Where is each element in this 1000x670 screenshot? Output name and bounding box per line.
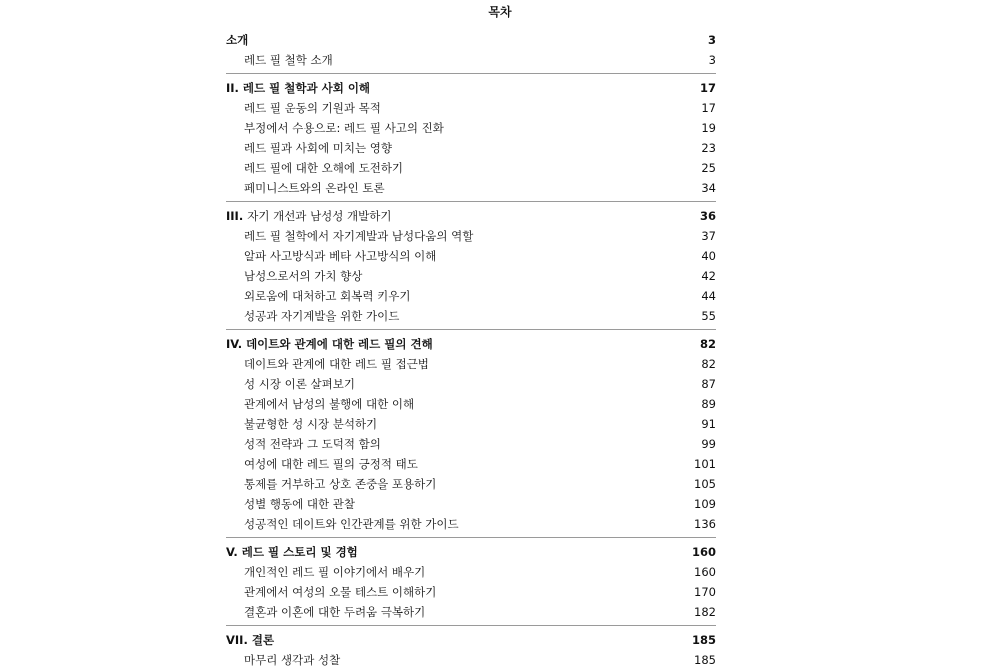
toc-section [226,78,716,202]
toc-entry-title: 레드 필과 사회에 미치는 영향 [244,141,392,155]
toc-entry-page: 182 [694,605,716,619]
toc-entry[interactable] [226,98,716,118]
toc-entry-page: 19 [701,121,716,135]
toc-entry-page: 42 [701,269,716,283]
toc-section-title-text: 자기 개선과 남성성 개발하기 [247,209,392,223]
toc-entry-title: 여성에 대한 레드 필의 긍정적 태도 [244,457,418,471]
toc-entry[interactable] [226,138,716,158]
toc-section-page: 160 [691,545,716,559]
toc-entry-title: 관계에서 여성의 오물 테스트 이해하기 [244,585,437,599]
toc-entry[interactable] [226,158,716,178]
toc-section-heading[interactable] [226,206,716,226]
toc-entry-title: 성별 행동에 대한 관찰 [244,497,355,511]
toc-entry-page: 34 [701,181,716,195]
section-divider [226,625,716,626]
toc-entry-page: 109 [694,497,716,511]
toc-entry-page: 17 [701,101,716,115]
toc-entry-title: 데이트와 관계에 대한 레드 필 접근법 [244,357,429,371]
toc-section-page: 36 [699,209,716,223]
toc-entry-page: 44 [701,289,716,303]
toc-entry[interactable] [226,454,716,474]
toc-entry-title: 외로움에 대처하고 회복력 키우기 [244,289,411,303]
toc-entry-page: 87 [701,377,716,391]
toc-entry-page: 101 [694,457,716,471]
toc-section-page: 3 [707,33,716,47]
toc-entry-page: 37 [701,229,716,243]
toc-entry-title: 남성으로서의 가치 향상 [244,269,363,283]
toc-entry[interactable] [226,650,716,670]
toc-entry[interactable] [226,514,716,534]
toc-section-page: 17 [699,81,716,95]
toc-entry-page: 99 [701,437,716,451]
toc-entry[interactable] [226,474,716,494]
toc-entry-page: 185 [694,653,716,667]
toc-entry-page: 89 [701,397,716,411]
toc-section-heading[interactable] [226,542,716,562]
toc-entry-title: 성 시장 이론 살펴보기 [244,377,355,391]
toc-section [226,630,716,670]
toc-entry[interactable] [226,226,716,246]
toc-section-page: 82 [699,337,716,351]
toc-entry-title: 불균형한 성 시장 분석하기 [244,417,378,431]
toc-entry[interactable] [226,306,716,326]
toc-entry[interactable] [226,118,716,138]
toc-entry[interactable] [226,434,716,454]
toc-section [226,334,716,538]
toc-section-number: III. [226,209,248,223]
toc-entry-title: 레드 필 철학 소개 [244,53,333,67]
toc-section-title: IV. 데이트와 관계에 대한 레드 필의 견해 [226,337,433,351]
toc-entry-title: 부정에서 수용으로: 레드 필 사고의 진화 [244,121,444,135]
toc-entry-page: 160 [694,565,716,579]
table-of-contents [226,30,716,670]
toc-section-heading[interactable] [226,30,716,50]
section-divider [226,201,716,202]
toc-entry-page: 170 [694,585,716,599]
toc-entry[interactable] [226,374,716,394]
toc-section-heading[interactable] [226,334,716,354]
toc-entry-title: 통제를 거부하고 상호 존중을 포용하기 [244,477,437,491]
toc-entry[interactable] [226,178,716,198]
toc-entry-title: 레드 필 운동의 기원과 목적 [244,101,381,115]
toc-entry[interactable] [226,50,716,70]
toc-entry[interactable] [226,414,716,434]
toc-section-title: 소개 [226,33,249,47]
toc-entry-title: 알파 사고방식과 베타 사고방식의 이해 [244,249,437,263]
toc-section-title: V. 레드 필 스토리 및 경험 [226,545,358,559]
toc-entry-page: 3 [708,53,716,67]
toc-entry[interactable] [226,582,716,602]
toc-entry[interactable] [226,354,716,374]
toc-section-heading[interactable] [226,78,716,98]
toc-entry-page: 105 [694,477,716,491]
toc-entry[interactable] [226,246,716,266]
toc-entry-title: 페미니스트와의 온라인 토론 [244,181,385,195]
toc-entry-title: 성공적인 데이트와 인간관계를 위한 가이드 [244,517,459,531]
toc-section [226,206,716,330]
toc-section [226,30,716,74]
toc-title: 목차 [488,5,512,19]
toc-entry[interactable] [226,602,716,622]
toc-entry-title: 레드 필 철학에서 자기계발과 남성다움의 역할 [244,229,474,243]
section-divider [226,73,716,74]
toc-section-title: II. 레드 필 철학과 사회 이해 [226,81,371,95]
toc-entry[interactable] [226,494,716,514]
toc-entry-title: 관계에서 남성의 불행에 대한 이해 [244,397,415,411]
toc-entry-title: 마무리 생각과 성찰 [244,653,341,667]
toc-entry-page: 136 [694,517,716,531]
toc-entry-page: 55 [701,309,716,323]
toc-entry-title: 개인적인 레드 필 이야기에서 배우기 [244,565,426,579]
toc-entry[interactable] [226,286,716,306]
toc-entry-title: 성적 전략과 그 도덕적 함의 [244,437,381,451]
section-divider [226,329,716,330]
toc-entry-title: 성공과 자기계발을 위한 가이드 [244,309,400,323]
section-divider [226,537,716,538]
toc-entry-page: 40 [701,249,716,263]
toc-section [226,542,716,626]
toc-section-title: VII. 결론 [226,633,275,647]
toc-entry-page: 91 [701,417,716,431]
toc-section-title [226,206,392,226]
toc-entry[interactable] [226,266,716,286]
toc-entry-page: 25 [701,161,716,175]
toc-section-heading[interactable] [226,630,716,650]
toc-entry[interactable] [226,394,716,414]
toc-entry-title: 결혼과 이혼에 대한 두려움 극복하기 [244,605,426,619]
toc-entry-title: 레드 필에 대한 오해에 도전하기 [244,161,404,175]
toc-entry-page: 82 [701,357,716,371]
toc-entry[interactable] [226,562,716,582]
toc-entry-page: 23 [701,141,716,155]
toc-section-page: 185 [691,633,716,647]
